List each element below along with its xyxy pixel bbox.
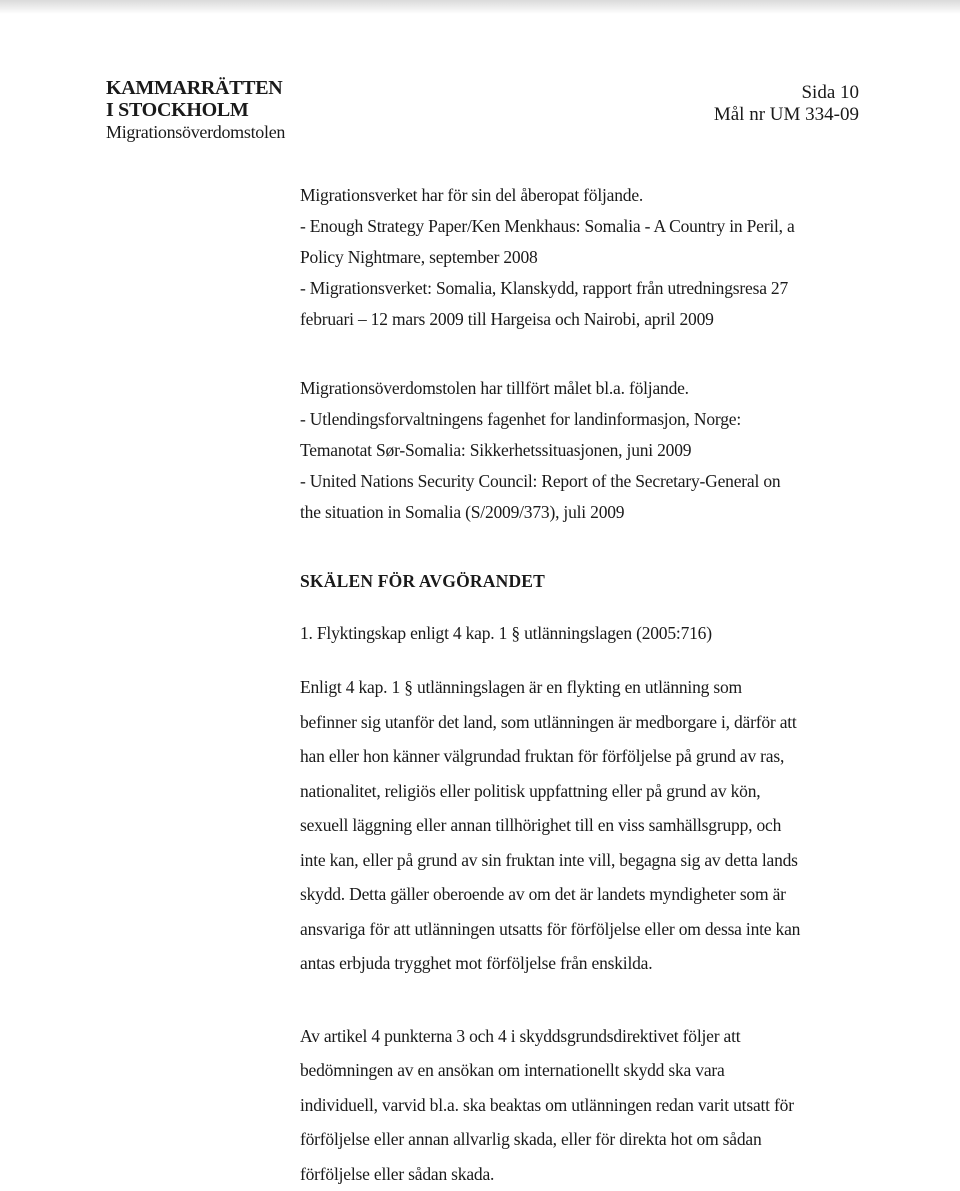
paragraph-line: nationalitet, religiös eller politisk uppfattning eller på grund av kön,	[300, 774, 860, 809]
paragraph-line: bedömningen av en ansökan om internationellt skydd ska vara	[300, 1053, 860, 1088]
spacer	[300, 335, 860, 373]
paragraph-line: Av artikel 4 punkterna 3 och 4 i skyddsgrundsdirektivet följer att	[300, 1019, 860, 1054]
paragraph-line: sexuell läggning eller annan tillhörighet till en viss samhällsgrupp, och	[300, 808, 860, 843]
paragraph-line: befinner sig utanför det land, som utlänningen är medborgare i, därför att	[300, 705, 860, 740]
source-line: - Migrationsverket: Somalia, Klanskydd, rapport från utredningsresa 27	[300, 273, 860, 304]
spacer	[300, 528, 860, 566]
paragraph-line: skydd. Detta gäller oberoende av om det är landets myndigheter som är	[300, 877, 860, 912]
paragraph-refugee-definition	[300, 670, 860, 981]
paragraph-line: han eller hon känner välgrundad fruktan för förföljelse på grund av ras,	[300, 739, 860, 774]
source-line: - United Nations Security Council: Report of the Secretary-General on	[300, 466, 860, 497]
migrationsverket-intro: Migrationsverket har för sin del åberopat följande.	[300, 180, 860, 211]
paragraph-line: individuell, varvid bl.a. ska beaktas om utlänningen redan varit utsatt för	[300, 1088, 860, 1123]
paragraph-line: antas erbjuda trygghet mot förföljelse från enskilda.	[300, 946, 860, 981]
subheading: 1. Flyktingskap enligt 4 kap. 1 § utlänningslagen (2005:716)	[300, 618, 860, 649]
spacer	[300, 981, 860, 1019]
court-department: Migrationsöverdomstolen	[106, 121, 285, 143]
paragraph-line: förföljelse eller sådan skada.	[300, 1157, 860, 1191]
source-line: februari – 12 mars 2009 till Hargeisa och Nairobi, april 2009	[300, 304, 860, 335]
court-name-line1: KAMMARRÄTTEN	[106, 77, 285, 99]
source-line: - Utlendingsforvaltningens fagenhet for landinformasjon, Norge:	[300, 404, 860, 435]
paragraph-line: Enligt 4 kap. 1 § utlänningslagen är en flykting en utlänning som	[300, 670, 860, 705]
document-body	[300, 180, 860, 1191]
spacer	[300, 597, 860, 618]
paragraph-line: ansvariga för att utlänningen utsatts för förföljelse eller om dessa inte kan	[300, 912, 860, 947]
section-heading: SKÄLEN FÖR AVGÖRANDET	[300, 566, 860, 597]
spacer	[300, 649, 860, 670]
page-reference	[714, 82, 859, 126]
scan-edge	[0, 0, 960, 14]
source-line: the situation in Somalia (S/2009/373), juli 2009	[300, 497, 860, 528]
domstolen-intro: Migrationsöverdomstolen har tillfört målet bl.a. följande.	[300, 373, 860, 404]
source-line: Policy Nightmare, september 2008	[300, 242, 860, 273]
paragraph-line: inte kan, eller på grund av sin fruktan inte vill, begagna sig av detta lands	[300, 843, 860, 878]
court-name-line2: I STOCKHOLM	[106, 99, 285, 121]
paragraph-line: förföljelse eller annan allvarlig skada, eller för direkta hot om sådan	[300, 1122, 860, 1157]
paragraph-directive	[300, 1019, 860, 1191]
court-header	[106, 77, 285, 143]
page-number: Sida 10	[714, 82, 859, 104]
case-number: Mål nr UM 334-09	[714, 104, 859, 126]
source-line: - Enough Strategy Paper/Ken Menkhaus: Somalia - A Country in Peril, a	[300, 211, 860, 242]
source-line: Temanotat Sør-Somalia: Sikkerhetssituasjonen, juni 2009	[300, 435, 860, 466]
